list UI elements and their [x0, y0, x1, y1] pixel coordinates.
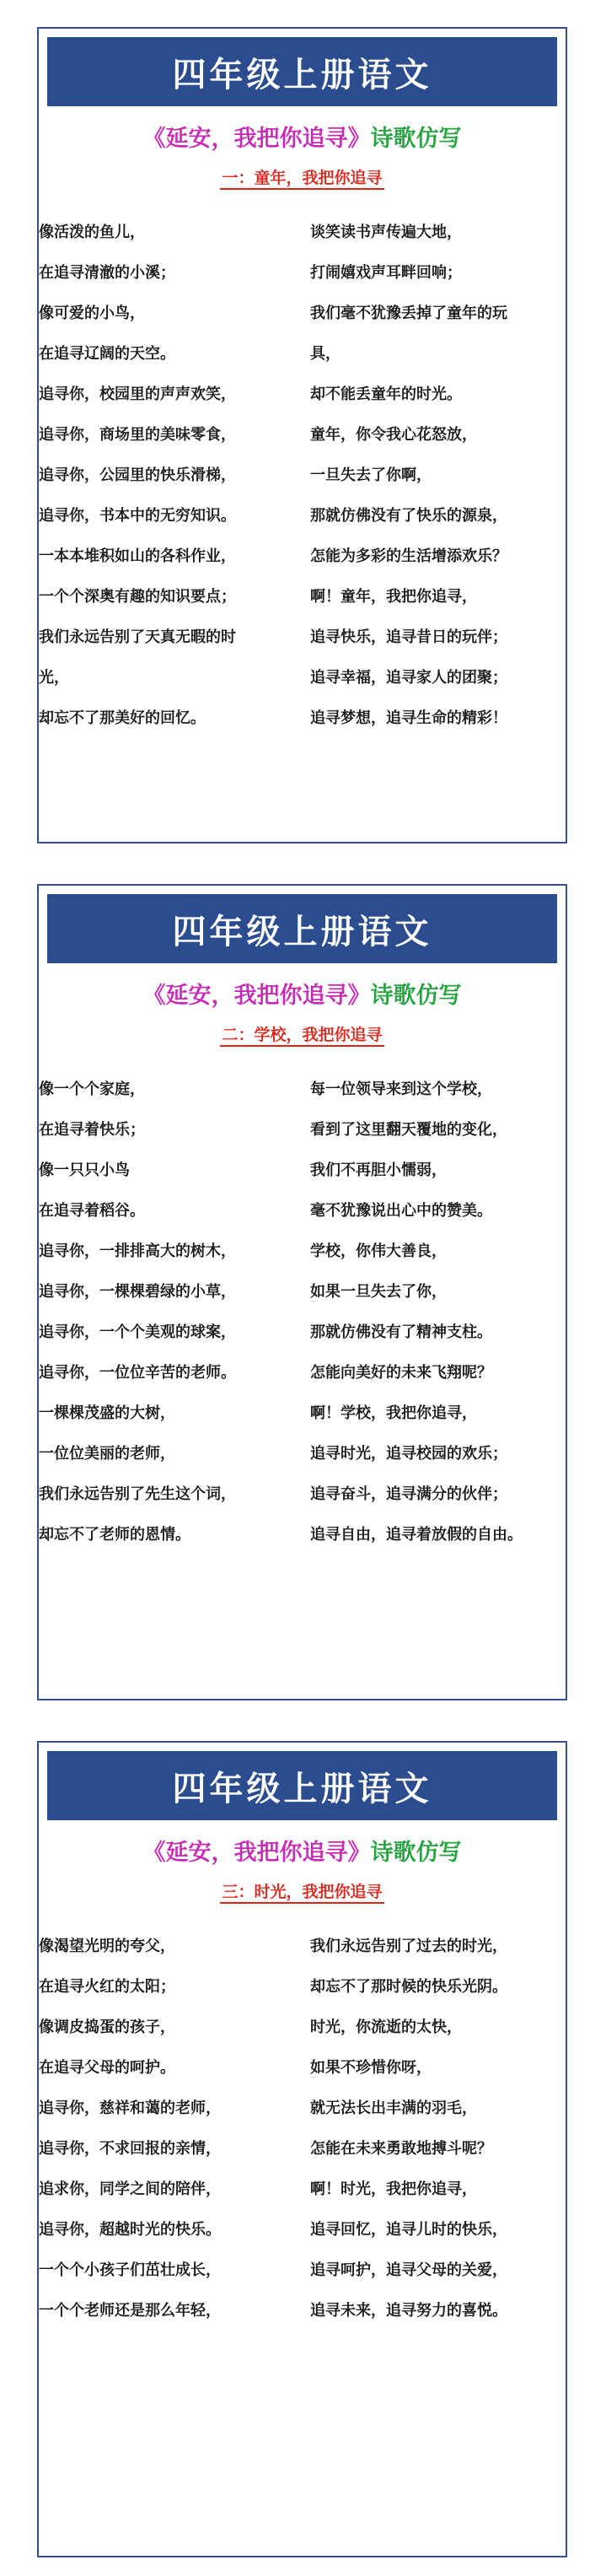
poem-line: 一个个老师还是那么年轻， — [39, 2302, 221, 2320]
poem-line: 追寻你，公园里的快乐滑梯， — [39, 466, 236, 484]
poem-line: 追寻奋斗，追寻满分的伙伴； — [310, 1485, 507, 1503]
poem-line: 像渴望光明的夸父， — [39, 1937, 175, 1955]
poem-line: 却不能丢童年的时光。 — [310, 385, 462, 403]
poem-line: 那就仿佛没有了快乐的源泉， — [310, 507, 507, 525]
poem-line: 在追寻着快乐； — [39, 1121, 145, 1139]
poem-line: 像一只只小鸟 — [39, 1161, 130, 1179]
section-heading-text: 一：童年，我把你追寻 — [220, 169, 383, 190]
card-subtitle — [39, 120, 566, 153]
poem-line: 啊！童年，我把你追寻， — [310, 588, 477, 606]
poem-line: 一棵棵茂盛的大树， — [39, 1404, 175, 1422]
poem-line: 具， — [310, 345, 341, 363]
poem-line: 我们永远告别了过去的时光， — [310, 1937, 507, 1955]
poem-line: 在追寻父母的呵护。 — [39, 2059, 175, 2077]
card-subtitle — [39, 977, 566, 1010]
poem-line: 像调皮捣蛋的孩子， — [39, 2018, 175, 2036]
poem-line: 一旦失去了你啊， — [310, 466, 432, 484]
poem-right-column — [310, 213, 567, 739]
poem-line: 一本本堆积如山的各科作业， — [39, 547, 236, 565]
poem-line: 我们永远告别了天真无暇的时 — [39, 628, 236, 646]
poem-line: 打闹嬉戏声耳畔回响； — [310, 264, 462, 282]
poem-card-1 — [37, 27, 567, 843]
poem-line: 追寻你，一棵棵碧绿的小草， — [39, 1283, 236, 1301]
poem-line: 追寻你，一位位辛苦的老师。 — [39, 1364, 236, 1382]
poem-line: 啊！时光，我把你追寻， — [310, 2180, 477, 2198]
poem-line: 在追寻着稻谷。 — [39, 1202, 145, 1220]
poem-line: 追寻你，一排排高大的树木， — [39, 1242, 236, 1260]
poem-line: 啊！学校，我把你追寻， — [310, 1404, 477, 1422]
poem-line: 一位位美丽的老师， — [39, 1445, 175, 1463]
poem-line: 如果一旦失去了你， — [310, 1283, 447, 1301]
subtitle-title: 《延安，我把你追寻》 — [142, 126, 371, 152]
poem-line: 怎能在未来勇敢地搏斗呢？ — [310, 2140, 492, 2158]
poem-line: 追寻你，不求回报的亲情， — [39, 2140, 221, 2158]
poem-line: 就无法长出丰满的羽毛， — [310, 2099, 477, 2117]
poem-right-column — [310, 1927, 567, 2331]
poem-line: 追寻自由，追寻着放假的自由。 — [310, 1526, 523, 1544]
poem-line: 像可爱的小鸟， — [39, 304, 145, 322]
poem-line: 如果不珍惜你呀， — [310, 2059, 432, 2077]
poem-line: 追寻呵护，追寻父母的关爱， — [310, 2261, 507, 2279]
poem-line: 却忘不了老师的恩情。 — [39, 1526, 190, 1544]
poem-line: 童年，你令我心花怒放， — [310, 426, 477, 444]
subtitle-title: 《延安，我把你追寻》 — [142, 983, 371, 1009]
poem-line: 追寻快乐，追寻昔日的玩伴； — [310, 628, 507, 646]
section-heading-text: 三：时光，我把你追寻 — [220, 1883, 383, 1904]
subtitle-label: 诗歌仿写 — [370, 126, 462, 152]
poem-line: 谈笑读书声传遍大地， — [310, 224, 462, 241]
subtitle-label: 诗歌仿写 — [370, 983, 462, 1009]
poem-line: 怎能为多彩的生活增添欢乐？ — [310, 547, 507, 565]
section-heading — [39, 165, 566, 188]
poem-line: 我们毫不犹豫丢掉了童年的玩 — [310, 304, 507, 322]
poem-line: 追寻时光，追寻校园的欢乐； — [310, 1445, 507, 1463]
poem-line: 一个个小孩子们茁壮成长， — [39, 2261, 221, 2279]
poem-line: 那就仿佛没有了精神支柱。 — [310, 1323, 492, 1341]
poem-line: 追寻你，商场里的美味零食， — [39, 426, 236, 444]
poem-line: 追寻你，慈祥和蔼的老师， — [39, 2099, 221, 2117]
poem-line: 在追寻清澈的小溪； — [39, 264, 175, 282]
poem-line: 追寻你，校园里的声声欢笑， — [39, 385, 236, 403]
card-subtitle — [39, 1834, 566, 1867]
poem-line: 追寻梦想，追寻生命的精彩！ — [310, 709, 507, 727]
card-header: 四年级上册语文 — [47, 1751, 557, 1820]
poem-line: 追寻你，超越时光的快乐。 — [39, 2221, 221, 2239]
card-header: 四年级上册语文 — [47, 894, 557, 963]
poem-line: 看到了这里翻天覆地的变化， — [310, 1121, 507, 1139]
poem-line: 追寻你，书本中的无穷知识。 — [39, 507, 236, 525]
poem-line: 追寻幸福，追寻家人的团聚； — [310, 669, 507, 687]
poem-line: 在追寻辽阔的天空。 — [39, 345, 175, 363]
poem-line: 在追寻火红的太阳； — [39, 1978, 175, 1996]
poem-line: 学校，你伟大善良， — [310, 1242, 447, 1260]
poem-card-3 — [37, 1741, 567, 2557]
poem-line: 追寻你，一个个美观的球案， — [39, 1323, 236, 1341]
section-heading — [39, 1022, 566, 1045]
poem-line: 我们不再胆小懦弱， — [310, 1161, 447, 1179]
poem-card-2 — [37, 884, 567, 1700]
poem-left-column — [39, 213, 288, 739]
poem-left-column — [39, 1070, 288, 1555]
subtitle-label: 诗歌仿写 — [370, 1840, 462, 1866]
poem-line: 却忘不了那美好的回忆。 — [39, 709, 206, 727]
poem-line: 怎能向美好的未来飞翔呢？ — [310, 1364, 492, 1382]
section-heading-text: 二：学校，我把你追寻 — [220, 1026, 383, 1047]
poem-line: 追寻回忆，追寻儿时的快乐， — [310, 2221, 507, 2239]
poem-left-column — [39, 1927, 288, 2331]
poem-line: 却忘不了那时候的快乐光阴。 — [310, 1978, 507, 1996]
poem-line: 追寻未来，追寻努力的喜悦。 — [310, 2302, 507, 2320]
poem-line: 一个个深奥有趣的知识要点； — [39, 588, 236, 606]
poem-line: 像一个个家庭， — [39, 1081, 145, 1098]
poem-line: 时光，你流逝的太快， — [310, 2018, 462, 2036]
poem-line: 像活泼的鱼儿， — [39, 224, 145, 241]
subtitle-title: 《延安，我把你追寻》 — [142, 1840, 371, 1866]
poem-line: 追求你，同学之间的陪伴， — [39, 2180, 221, 2198]
poem-line: 每一位领导来到这个学校， — [310, 1081, 492, 1098]
poem-line: 光， — [39, 669, 69, 687]
section-heading — [39, 1879, 566, 1902]
card-header: 四年级上册语文 — [47, 37, 557, 106]
poem-line: 我们永远告别了先生这个词， — [39, 1485, 236, 1503]
poem-line: 毫不犹豫说出心中的赞美。 — [310, 1202, 492, 1220]
poem-right-column — [310, 1070, 567, 1555]
